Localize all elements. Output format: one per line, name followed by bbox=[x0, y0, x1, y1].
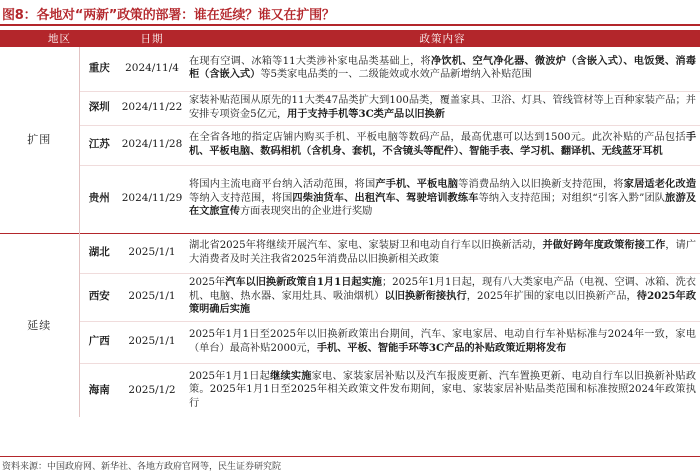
region-cell: 海南 bbox=[79, 363, 119, 417]
table-body bbox=[0, 47, 700, 417]
source-note: 资料来源：中国政府网、新华社、各地方政府官网等，民生证券研究院 bbox=[2, 462, 282, 472]
policy-text-emphasis: 净饮机、空气净化器、微波炉（含嵌入式）、电饭煲、消毒柜（含嵌入式） bbox=[189, 54, 696, 81]
region-cell: 深圳 bbox=[79, 91, 119, 125]
policy-text-emphasis: 继续实施 bbox=[270, 369, 312, 382]
header-content: 政策内容 bbox=[185, 30, 700, 47]
policy-content-cell bbox=[185, 273, 700, 321]
policy-text: 等纳入支持范围；对组织“引客入黔”团队 bbox=[478, 192, 666, 204]
table-row bbox=[0, 125, 700, 165]
date-cell: 2024/11/28 bbox=[119, 125, 185, 165]
policy-text: 2025年 bbox=[189, 277, 226, 289]
date-cell: 2025/1/2 bbox=[119, 363, 185, 417]
policy-text: 家装补贴范围从原先的11大类47品类扩大到100品类，覆盖家具、卫浴、灯具、管线管材等上百种家装产品；并安排专项资金5亿元， bbox=[189, 95, 696, 120]
policy-text-emphasis: 汽车以旧换新政策自1月1日起实施 bbox=[225, 276, 382, 289]
date-cell: 2025/1/1 bbox=[119, 273, 185, 321]
date-cell: 2024/11/29 bbox=[119, 165, 185, 233]
header-region: 地区 bbox=[0, 30, 119, 47]
table-row bbox=[0, 321, 700, 363]
policy-content-cell bbox=[185, 233, 700, 273]
policy-text-emphasis: 待2025年政策明确后实施 bbox=[189, 289, 697, 316]
policy-text-emphasis: 手机、平板电脑、数码相机（含机身、套机，不含镜头等配件）、智能手表、学习机、翻译机、无线蓝牙耳机 bbox=[189, 131, 696, 157]
table-row bbox=[0, 91, 700, 125]
bottom-rule bbox=[0, 456, 700, 457]
policy-text: ，2025年扩围的家电以旧换新产品， bbox=[466, 290, 637, 302]
region-cell: 重庆 bbox=[88, 62, 110, 74]
figure-title: 图8：各地对“两新”政策的部署：谁在延续？谁又在扩围？ bbox=[2, 8, 335, 23]
date-cell: 2025/1/1 bbox=[119, 321, 185, 363]
group-label: 扩围 bbox=[0, 47, 79, 233]
policy-content-cell bbox=[185, 91, 700, 125]
date-cell: 2024/11/4 bbox=[125, 62, 179, 74]
policy-content-cell bbox=[185, 363, 700, 417]
policy-content-cell bbox=[185, 47, 700, 91]
policy-text: 方面表现突出的企业进行奖励 bbox=[239, 206, 373, 218]
region-cell: 西安 bbox=[79, 273, 119, 321]
date-cell: 2024/11/22 bbox=[119, 91, 185, 125]
policy-content-cell bbox=[185, 321, 700, 363]
policy-text-emphasis: 手机、平板、智能手环等3C产品的补贴政策近期将发布 bbox=[316, 341, 567, 354]
policy-text-emphasis: 旅游及在文旅宣传 bbox=[189, 191, 697, 218]
table-header-row bbox=[0, 30, 700, 47]
table-row bbox=[0, 273, 700, 321]
policy-text: 2025年1月1日起 bbox=[189, 370, 271, 382]
policy-table bbox=[0, 30, 700, 417]
policy-text: 湖北省2025年将继续开展汽车、家电、家装厨卫和电动自行车以旧换新活动， bbox=[189, 240, 543, 251]
policy-text-emphasis: 用于支持手机等3C类产品以旧换新 bbox=[287, 107, 445, 120]
group-label: 延续 bbox=[0, 233, 79, 417]
date-cell: 2025/1/1 bbox=[119, 233, 185, 273]
table-row bbox=[0, 233, 700, 273]
policy-text: ；2025年1月1日起，现有八大类家电产品（电视、空调、冰箱、洗衣机、电脑、热水器、家用灶具、吸油烟机） bbox=[189, 277, 696, 302]
policy-text: 2025年1月1日至2025年以旧换新政策出台期间，汽车、家电家居、电动自行车补贴标准与2024年一致，家电（单台）最高补贴2000元， bbox=[189, 329, 696, 354]
policy-text-emphasis: 以旧换新衔接执行 bbox=[384, 289, 467, 302]
policy-text: 在全省各地的指定店铺内购买手机、平板电脑等数码产品，最高优惠可以达到1500元。此次补贴的产品包括 bbox=[189, 132, 686, 143]
title-rule bbox=[0, 24, 700, 26]
policy-text: ，请广大消费者及时关注我省2025年消费品以旧换新相关政策 bbox=[189, 240, 697, 265]
table-row bbox=[0, 363, 700, 417]
region-cell: 湖北 bbox=[79, 233, 119, 273]
policy-content-cell bbox=[185, 165, 700, 233]
table-row bbox=[0, 165, 700, 233]
region-cell: 江苏 bbox=[79, 125, 119, 165]
policy-text: 在现有空调、冰箱等11大类涉补家电品类基础上，将 bbox=[189, 55, 431, 67]
policy-text-emphasis: 并做好跨年度政策衔接工作 bbox=[542, 239, 666, 251]
policy-content-cell bbox=[185, 125, 700, 165]
table-row bbox=[0, 47, 700, 91]
policy-text-emphasis: 产手机、平板电脑 bbox=[375, 178, 459, 191]
policy-text-emphasis: 家居适老化改造 bbox=[623, 178, 697, 191]
region-cell: 贵州 bbox=[79, 165, 119, 233]
policy-text: 将国内主流电商平台纳入活动范围，将国 bbox=[189, 179, 376, 191]
policy-text: 家电、家装家居补贴以及汽车报废更新、汽车置换更新、电动自行车以旧换新补贴政策。2025年1月1日至2025年相关政策文件发布期间，家电、家装家居补贴品类范围和标准按照2024年政策执行 bbox=[189, 370, 697, 409]
policy-text: 等5类家电品类的一、二级能效或水效产品新增纳入补贴范围 bbox=[260, 69, 532, 81]
policy-text: 等纳入支持范围，将国 bbox=[189, 192, 293, 204]
header-date: 日期 bbox=[119, 30, 185, 47]
policy-text: 等消费品纳入以旧换新支持范围，将 bbox=[458, 179, 624, 191]
region-cell: 广西 bbox=[79, 321, 119, 363]
policy-text-emphasis: 四柴油货车、出租汽车、驾驶培训教练车 bbox=[292, 191, 479, 204]
